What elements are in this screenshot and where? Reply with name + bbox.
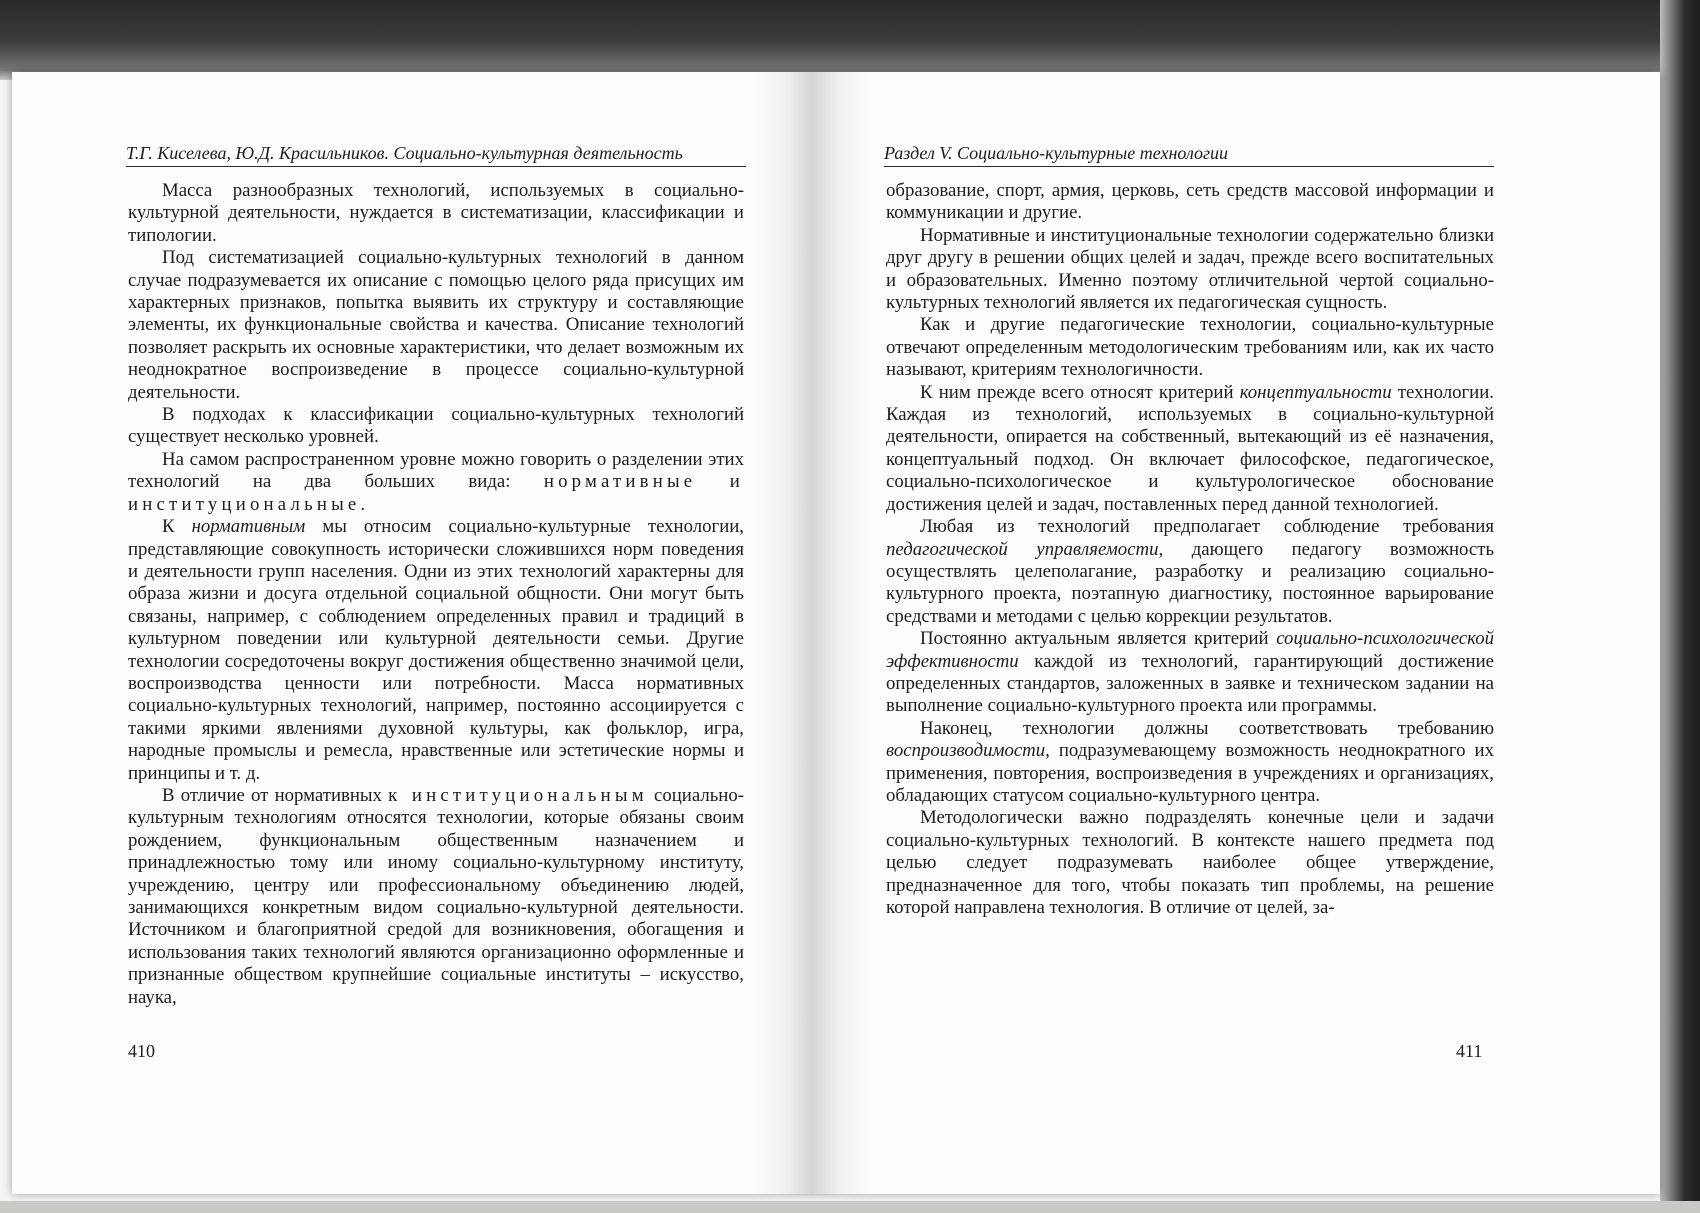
paragraph: Масса разнообразных технологий, используемых в социально-культурной деятельности, нуждается в систематизации, классификации и типологии. bbox=[128, 180, 744, 246]
paragraph-text: дающего педагогу возможность осуществлять целеполагание, разработку и реализацию социально-культурного проекта, поэтапную диагностику, постоянное варьирование средствами и методами с целью коррекции результатов. bbox=[886, 538, 1495, 627]
paragraph bbox=[128, 449, 744, 516]
scan-bottom-edge bbox=[0, 1201, 1700, 1213]
paragraph: В подходах к классификации социально-культурных технологий существует несколько уровней. bbox=[128, 404, 744, 448]
paragraph-text: В отличие от нормативных bbox=[162, 784, 382, 806]
paragraph-text: каждой из технологий, гарантирующий достижение определенных стандартов, заложенных в заявке и техническом задании на выполнение социально-культурного проекта или программы. bbox=[886, 650, 1494, 717]
running-head-right: Раздел V. Социально-культурные технологии bbox=[884, 140, 1494, 167]
scan-top-shadow bbox=[0, 0, 1700, 80]
paragraph-text: К bbox=[162, 516, 175, 538]
left-page bbox=[12, 72, 812, 1194]
paragraph-text: На самом распространенном уровне можно говорить о разделении этих технологий на два больших вида: bbox=[128, 448, 744, 493]
open-book-spread bbox=[12, 72, 1660, 1194]
paragraph-text: Наконец, технологии должны соответствовать требованию bbox=[920, 717, 1494, 739]
paragraph-text: технологии. Каждая из технологий, используемых в социально-культурной деятельности, опирается на собственный, вытекающий из её назначения, концептуальный подход. Он включает философское, педагогическое, социально-психологическое и культурологическое обоснование достижения целей и задач, поставленных перед данной технологией. bbox=[886, 381, 1494, 515]
scan-right-edge bbox=[1660, 0, 1700, 1213]
spaced-term: и bbox=[729, 471, 744, 493]
paragraph bbox=[886, 382, 1494, 516]
spaced-term: к институциональным bbox=[388, 784, 648, 806]
paragraph bbox=[128, 516, 744, 785]
paragraph-text: социально-культурным технологиям относятся технологии, которые обязаны своим рождением, функциональным общественным назначением и принадлежностью тому или иному социально-культурному институту, учреждению, центру или профессиональному объединению людей, занимающихся конкретным видом социально-культурной деятельности. Источником и благоприятной средой для возникновения, обогащения и использования таких технологий являются организационно оформленные и признанные обществом крупнейшие социальные институты – искусство, наука, bbox=[128, 784, 744, 1008]
italic-term: социально-психологической эффективности bbox=[886, 628, 1494, 672]
paragraph bbox=[886, 718, 1494, 808]
italic-term: воспроизводимости, bbox=[886, 740, 1050, 762]
page-number-right: 411 bbox=[1456, 1041, 1483, 1061]
paragraph: Под систематизацией социально-культурных технологий в данном случае подразумевается их описание с помощью целого ряда присущих им характерных признаков, попытка выявить их структуру и составляющие элементы, их функциональные свойства и качества. Описание технологий позволяет раскрыть их основные характеристики, что делает возможным их неоднократное воспроизведение в процессе социально-культурной деятельности. bbox=[128, 247, 744, 403]
spaced-term: институциональные. bbox=[128, 493, 370, 515]
paragraph bbox=[886, 516, 1494, 628]
paragraph bbox=[886, 628, 1494, 718]
paragraph-text: Постоянно актуальным является критерий bbox=[920, 628, 1269, 650]
running-head-left: Т.Г. Киселева, Ю.Д. Красильников. Социально-культурная деятельность bbox=[126, 140, 746, 167]
spaced-term: нормативные bbox=[543, 471, 697, 493]
right-page-body bbox=[886, 180, 1494, 919]
page-number-left: 410 bbox=[128, 1041, 155, 1061]
paragraph: образование, спорт, армия, церковь, сеть средств массовой информации и коммуникации и другие. bbox=[886, 180, 1494, 224]
italic-term: педагогической управляемости, bbox=[886, 538, 1164, 560]
paragraph: Как и другие педагогические технологии, социально-культурные отвечают определенным методологическим требованиям или, как их часто называют, критериям технологичности. bbox=[886, 314, 1494, 381]
paragraph-text: подразумевающему возможность неоднократного их применения, повторения, воспроизведения в учреждениях и организациях, обладающих статусом социально-культурного центра. bbox=[886, 740, 1494, 806]
left-page-body bbox=[128, 180, 744, 1009]
paragraph-text: мы относим социально-культурные технологии, представляющие совокупность исторически сложившихся норм поведения и деятельности групп населения. Одни из этих технологий характерны для образа жизни и досуга отдельной социальной общности. Они могут быть связаны, например, с соблюдением определенных правил и традиций в культурном поведении или культурной деятельности семьи. Другие технологии сосредоточены вокруг достижения общественно значимой цели, воспроизводства ценности или потребности. Масса нормативных социально-культурных технологий, например, постоянно ассоциируется с такими яркими явлениями духовной культуры, как фольклор, игра, народные промыслы и ремесла, нравственные или эстетические нормы и принципы и т. д. bbox=[128, 516, 745, 784]
italic-term: концептуальности bbox=[1239, 381, 1392, 403]
italic-term: нормативным bbox=[191, 516, 306, 538]
paragraph-text: К ним прежде всего относят критерий bbox=[920, 381, 1234, 403]
paragraph: Методологически важно подразделять конечные цели и задачи социально-культурных технологий. В контексте нашего предмета под целью следует подразумевать наиболее общее утверждение, предназначенное для того, чтобы показать тип проблемы, на решение которой направлена технология. В отличие от целей, за- bbox=[886, 807, 1494, 918]
right-page bbox=[812, 72, 1660, 1194]
paragraph: Нормативные и институциональные технологии содержательно близки друг другу в решении общих целей и задач, прежде всего воспитательных и образовательных. Именно поэтому отличительной чертой социально-культурных технологий является их педагогическая сущность. bbox=[886, 224, 1494, 314]
paragraph bbox=[128, 785, 744, 1009]
paragraph-text: Любая из технологий предполагает соблюдение требования bbox=[920, 516, 1494, 538]
